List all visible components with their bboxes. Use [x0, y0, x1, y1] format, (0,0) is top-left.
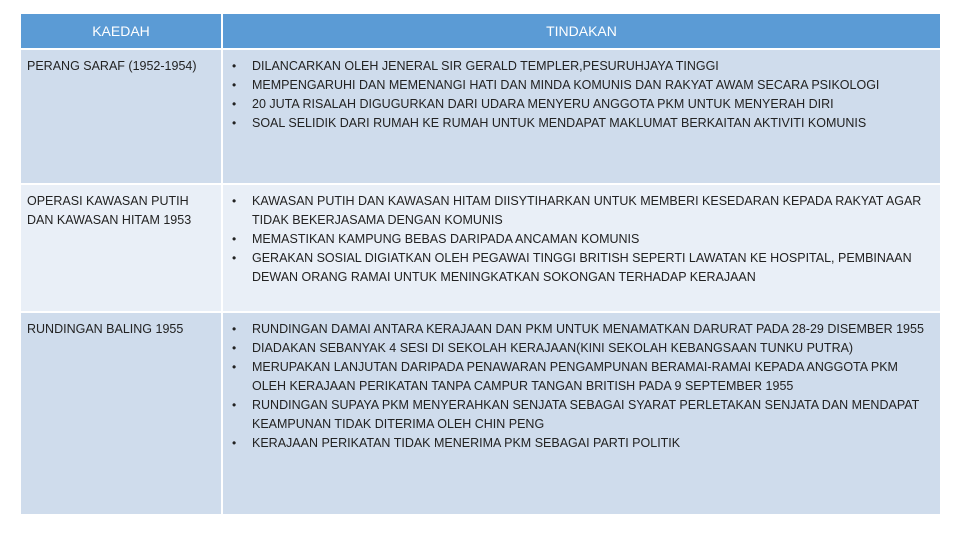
action-cell — [222, 184, 941, 312]
method-cell: RUNDINGAN BALING 1955 — [20, 312, 222, 515]
action-cell — [222, 49, 941, 184]
action-item: • MERUPAKAN LANJUTAN DARIPADA PENAWARAN PENGAMPUNAN BERAMAI-RAMAI KEPADA ANGGOTA PKM OLEH KERAJAAN PERIKATAN TANPA CAMPUR TANGAN BRITISH PADA 9 SEPTEMBER 1955 — [229, 358, 934, 396]
action-item: • KAWASAN PUTIH DAN KAWASAN HITAM DIISYTIHARKAN UNTUK MEMBERI KESEDARAN KEPADA RAKYAT AGAR TIDAK BEKERJASAMA DENGAN KOMUNIS — [229, 192, 934, 230]
header-row — [20, 13, 941, 49]
action-list — [223, 313, 940, 453]
table-row — [20, 49, 941, 184]
action-item: • GERAKAN SOSIAL DIGIATKAN OLEH PEGAWAI TINGGI BRITISH SEPERTI LAWATAN KE HOSPITAL, PEMBINAAN DEWAN ORANG RAMAI UNTUK MENINGKATKAN SOKONGAN TERHADAP KERAJAAN — [229, 249, 934, 287]
action-item: • 20 JUTA RISALAH DIGUGURKAN DARI UDARA MENYERU ANGGOTA PKM UNTUK MENYERAH DIRI — [229, 95, 934, 114]
header-method: KAEDAH — [20, 13, 222, 49]
action-item: • DIADAKAN SEBANYAK 4 SESI DI SEKOLAH KERAJAAN(KINI SEKOLAH KEBANGSAAN TUNKU PUTRA) — [229, 339, 934, 358]
action-list — [223, 185, 940, 287]
table-row — [20, 184, 941, 312]
method-cell: PERANG SARAF (1952-1954) — [20, 49, 222, 184]
method-cell: OPERASI KAWASAN PUTIH DAN KAWASAN HITAM 1953 — [20, 184, 222, 312]
action-item: • MEMPENGARUHI DAN MEMENANGI HATI DAN MINDA KOMUNIS DAN RAKYAT AWAM SECARA PSIKOLOGI — [229, 76, 934, 95]
action-item: • RUNDINGAN SUPAYA PKM MENYERAHKAN SENJATA SEBAGAI SYARAT PERLETAKAN SENJATA DAN MENDAPAT KEAMPUNAN TIDAK DITERIMA OLEH CHIN PENG — [229, 396, 934, 434]
action-list — [223, 50, 940, 133]
action-item: • MEMASTIKAN KAMPUNG BEBAS DARIPADA ANCAMAN KOMUNIS — [229, 230, 934, 249]
action-item: • SOAL SELIDIK DARI RUMAH KE RUMAH UNTUK MENDAPAT MAKLUMAT BERKAITAN AKTIVITI KOMUNIS — [229, 114, 934, 133]
action-item: • RUNDINGAN DAMAI ANTARA KERAJAAN DAN PKM UNTUK MENAMATKAN DARURAT PADA 28-29 DISEMBER 1955 — [229, 320, 934, 339]
action-cell — [222, 312, 941, 515]
header-action: TINDAKAN — [222, 13, 941, 49]
table-row — [20, 312, 941, 515]
action-item: • DILANCARKAN OLEH JENERAL SIR GERALD TEMPLER,PESURUHJAYA TINGGI — [229, 57, 934, 76]
action-item: • KERAJAAN PERIKATAN TIDAK MENERIMA PKM SEBAGAI PARTI POLITIK — [229, 434, 934, 453]
data-table — [19, 12, 942, 516]
